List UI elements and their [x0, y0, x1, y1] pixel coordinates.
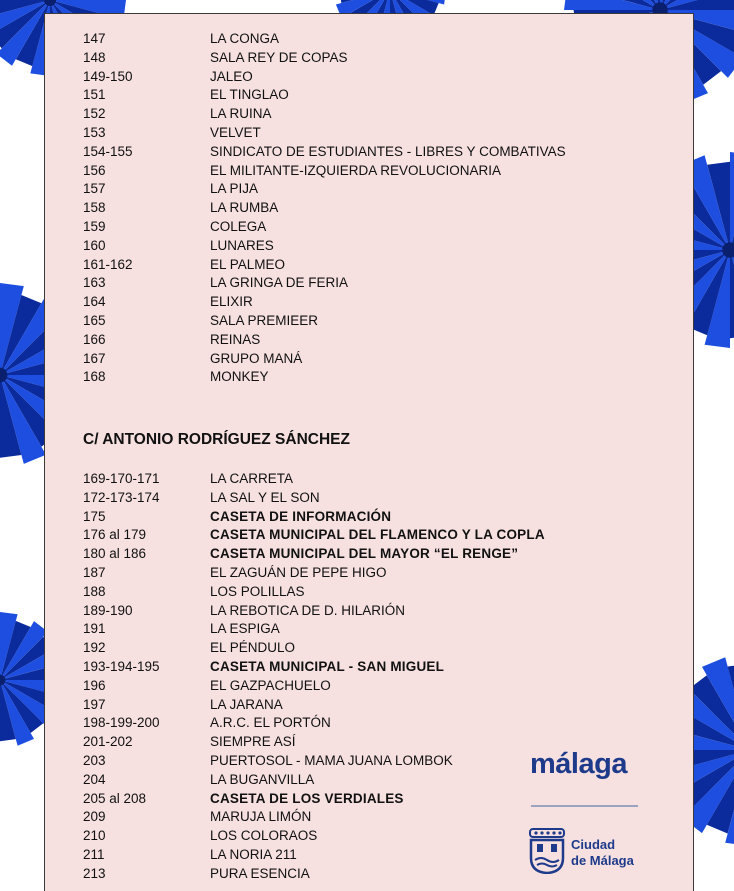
- caseta-name: LOS POLILLAS: [210, 583, 305, 599]
- caseta-number: 160: [83, 237, 106, 253]
- caseta-number: 196: [83, 677, 106, 693]
- caseta-name: CASETA MUNICIPAL - SAN MIGUEL: [210, 658, 445, 674]
- malaga-logo: málaga: [530, 748, 627, 780]
- caseta-name: LA CONGA: [210, 31, 280, 46]
- caseta-name: EL PALMEO: [210, 256, 286, 272]
- caseta-name: LA SAL Y EL SON: [210, 489, 320, 505]
- caseta-number: 159: [83, 218, 106, 234]
- caseta-number: 188: [83, 583, 106, 599]
- caseta-number: 161-162: [83, 256, 133, 272]
- caseta-number: 172-173-174: [83, 489, 160, 505]
- caseta-name: LA BUGANVILLA: [210, 771, 315, 787]
- caseta-name: EL GAZPACHUELO: [210, 677, 331, 693]
- caseta-name: SIEMPRE ASÍ: [210, 734, 296, 750]
- caseta-number: 187: [83, 564, 106, 580]
- caseta-name: GRUPO MANÁ: [210, 350, 303, 366]
- caseta-number: 198-199-200: [83, 715, 160, 731]
- caseta-name: VELVET: [210, 124, 261, 140]
- caseta-number: 166: [83, 331, 106, 347]
- caseta-name: LA RUMBA: [210, 200, 279, 216]
- caseta-number: 191: [83, 621, 106, 637]
- caseta-number: 209: [83, 809, 106, 825]
- caseta-number: 189-190: [83, 602, 133, 618]
- caseta-number: 167: [83, 350, 106, 366]
- caseta-name: LA RUINA: [210, 106, 272, 122]
- caseta-number: 211: [83, 846, 105, 862]
- city-logo-line1: Ciudad: [571, 837, 616, 852]
- caseta-number: 210: [83, 828, 106, 844]
- caseta-name: CASETA MUNICIPAL DEL FLAMENCO Y LA COPLA: [210, 527, 545, 543]
- caseta-name: SINDICATO DE ESTUDIANTES - LIBRES Y COMBATIVAS: [210, 143, 566, 159]
- caseta-number: 149-150: [83, 68, 133, 84]
- caseta-number: 180 al 186: [83, 546, 147, 562]
- caseta-name: MARUJA LIMÓN: [210, 809, 312, 825]
- caseta-name: LUNARES: [210, 237, 274, 253]
- caseta-name: CASETA MUNICIPAL DEL MAYOR “EL RENGE”: [210, 546, 519, 562]
- caseta-name: LA GRINGA DE FERIA: [210, 275, 349, 291]
- caseta-name: EL MILITANTE-IZQUIERDA REVOLUCIONARIA: [210, 162, 502, 178]
- caseta-number: 169-170-171: [83, 471, 160, 486]
- caseta-name: LA JARANA: [210, 696, 283, 712]
- caseta-number: 158: [83, 200, 106, 216]
- caseta-number: 151: [83, 87, 106, 103]
- caseta-number: 165: [83, 312, 106, 328]
- caseta-number: 193-194-195: [83, 658, 160, 674]
- caseta-number: 197: [83, 696, 106, 712]
- caseta-number: 157: [83, 181, 106, 197]
- caseta-number: 163: [83, 275, 106, 291]
- caseta-number: 192: [83, 640, 106, 656]
- caseta-number: 152: [83, 106, 106, 122]
- caseta-name: SALA REY DE COPAS: [210, 49, 348, 65]
- caseta-number: 204: [83, 771, 106, 787]
- caseta-number: 176 al 179: [83, 527, 147, 543]
- city-logo-text: [571, 837, 634, 869]
- caseta-name: LA NORIA 211: [210, 846, 297, 862]
- caseta-number: 168: [83, 369, 106, 385]
- caseta-number: 148: [83, 49, 106, 65]
- caseta-number: 164: [83, 294, 106, 310]
- caseta-name: LA CARRETA: [210, 471, 294, 486]
- logo-divider: [531, 805, 638, 807]
- caseta-name: LA PIJA: [210, 181, 259, 197]
- caseta-name: MONKEY: [210, 369, 269, 385]
- caseta-name: EL PÉNDULO: [210, 640, 296, 656]
- caseta-name: EL TINGLAO: [210, 87, 289, 103]
- section-heading: C/ ANTONIO RODRÍGUEZ SÁNCHEZ: [83, 431, 350, 448]
- caseta-number: 154-155: [83, 143, 133, 159]
- caseta-number: 175: [83, 508, 106, 524]
- caseta-name: LOS COLORAOS: [210, 828, 318, 844]
- caseta-number: 156: [83, 162, 106, 178]
- caseta-name: PUERTOSOL - MAMA JUANA LOMBOK: [210, 752, 453, 768]
- caseta-name: LA ESPIGA: [210, 621, 280, 637]
- caseta-number: 213: [83, 865, 106, 881]
- city-logo-line2: de Málaga: [571, 853, 634, 868]
- caseta-name: JALEO: [210, 68, 253, 84]
- city-coat-of-arms-icon: [529, 828, 565, 874]
- caseta-name: LA REBOTICA DE D. HILARIÓN: [210, 602, 406, 618]
- caseta-name: COLEGA: [210, 218, 267, 234]
- caseta-name: CASETA DE INFORMACIÓN: [210, 508, 392, 524]
- caseta-number: 153: [83, 124, 106, 140]
- caseta-number: 147: [83, 31, 106, 46]
- caseta-name: CASETA DE LOS VERDIALES: [210, 790, 404, 806]
- caseta-number: 205 al 208: [83, 790, 147, 806]
- caseta-name: ELIXIR: [210, 294, 253, 310]
- caseta-name: REINAS: [210, 331, 261, 347]
- caseta-number: 203: [83, 752, 106, 768]
- caseta-number: 201-202: [83, 734, 133, 750]
- caseta-name: EL ZAGUÁN DE PEPE HIGO: [210, 564, 387, 580]
- caseta-name: A.R.C. EL PORTÓN: [210, 715, 331, 731]
- caseta-name: SALA PREMIEER: [210, 312, 319, 328]
- caseta-name: PURA ESENCIA: [210, 865, 310, 881]
